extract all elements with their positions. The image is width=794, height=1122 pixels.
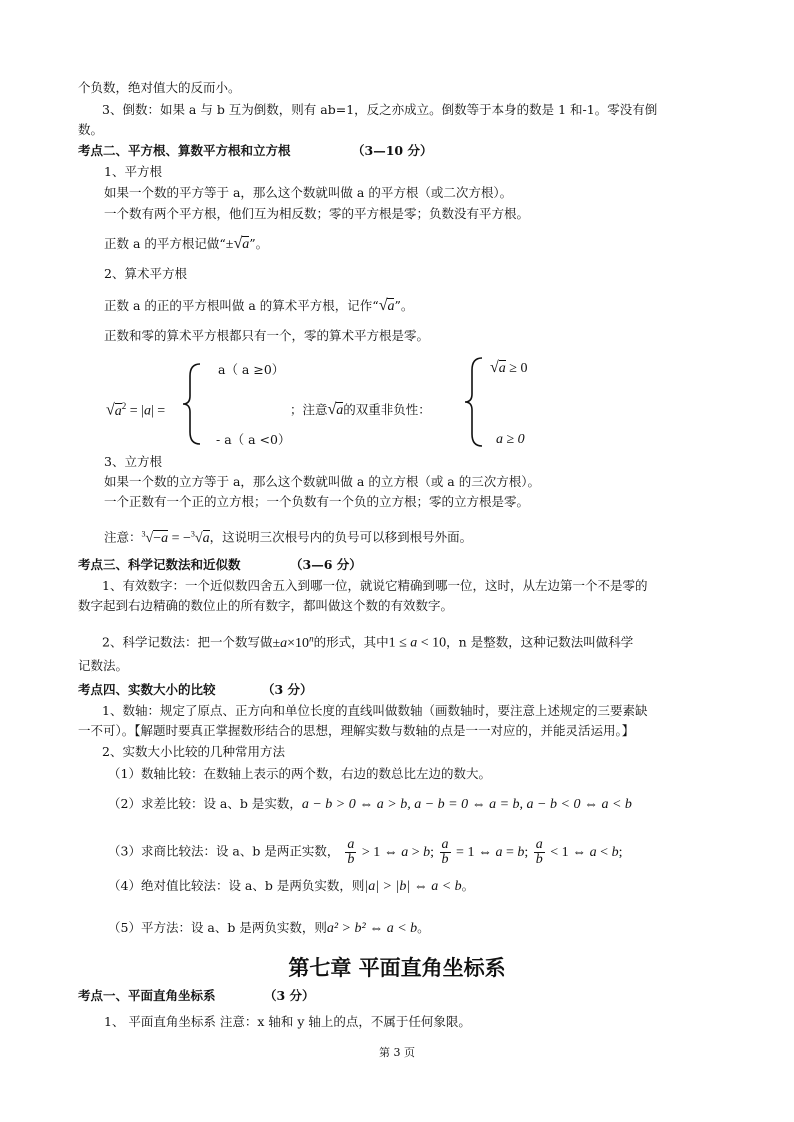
text-span: ≥ 0: [509, 361, 528, 376]
formula-square: a² > b² ⇔ a < b: [326, 921, 418, 936]
fraction: $\frac{a}{b}$: [441, 837, 449, 867]
formula-sqrt-a: √a: [327, 401, 344, 418]
text-span: 正数 a 的正的平方根叫做 a 的算术平方根，记作“: [104, 298, 379, 313]
formula-range: 1 ≤ a < 10: [388, 635, 447, 651]
text-span: 的形式，其中: [313, 634, 389, 650]
text-line: 一个正数有一个正的立方根；一个负数有一个负的立方根；零的立方根是零。: [104, 494, 530, 509]
section-heading: 考点三、科学记数法和近似数: [78, 557, 241, 572]
formula-absolute: |a| > |b| ⇔ a < b: [364, 879, 462, 894]
formula-plusminus-sqrt-a: ±√a: [225, 235, 250, 252]
page-number: 第 3 页: [379, 1046, 415, 1059]
text-line: [290, 402, 431, 419]
subheading: 3、立方根: [104, 454, 162, 469]
method-1: （1）数轴比较：在数轴上表示的两个数，右边的数总比左边的数大。: [108, 766, 491, 781]
text-line: [104, 236, 268, 253]
case-positive: a（ a ≥0）: [218, 362, 285, 377]
text-line: 2、实数大小比较的几种常用方法: [102, 744, 285, 759]
formula-sqrt-a-squared: $√a^2 = |a|$ =: [106, 401, 166, 419]
formula-sqrt-a: √a: [378, 297, 395, 314]
text-span: 的双重非负性：: [343, 402, 431, 417]
text-span: ，这说明三次根号内的负号可以移到根号外面。: [209, 529, 473, 545]
text-line: 一个数有两个平方根，他们互为相反数；零的平方根是零；负数没有平方根。: [104, 206, 530, 221]
text-line: 如果一个数的平方等于 a，那么这个数就叫做 a 的平方根（或二次方根）。: [104, 185, 513, 200]
formula-cube-root: $^3$√−a = −$^3$√a: [141, 529, 210, 546]
section-score: （3 分）: [262, 682, 313, 697]
text-span: （2）求差比较：设 a、b 是实数，: [108, 796, 302, 811]
formula-difference: a − b > 0 ⇔ a > b, a − b = 0 ⇔ a = b, a − b < 0 ⇔ a < b: [301, 797, 632, 812]
section-score: （3—6 分）: [290, 557, 362, 572]
fraction: $\frac{a}{b}$: [535, 837, 543, 867]
case-negative: - a（ a <0）: [216, 432, 291, 447]
section-heading: 考点四、实数大小的比较: [78, 682, 216, 697]
method-2: [108, 796, 632, 813]
text-line: 1、数轴：规定了原点、正方向和单位长度的直线叫做数轴（画数轴时，要注意上述规定的三要素缺: [102, 703, 648, 718]
right-brace: [462, 356, 486, 448]
chapter-title: 第七章 平面直角坐标系: [288, 956, 506, 980]
text-line: 如果一个数的立方等于 a，那么这个数就叫做 a 的立方根（或 a 的三次方根）。: [104, 474, 540, 489]
condition-a-nonneg: a ≥ 0: [496, 432, 525, 447]
section-heading: 考点一、平面直角坐标系: [78, 988, 216, 1003]
text-span: （4）绝对值比较法：设 a、b 是两负实数，则: [108, 878, 365, 893]
subheading: 1、平方根: [104, 164, 162, 179]
text-line: [104, 526, 472, 547]
text-line: 1、有效数字：一个近似数四舍五入到哪一位，就说它精确到哪一位，这时，从左边第一个不是零的: [102, 578, 648, 593]
text-line: 1、 平面直角坐标系 注意：x 轴和 y 轴上的点，不属于任何象限。: [104, 1014, 471, 1029]
fraction: $\frac{a}{b}$: [347, 837, 355, 867]
text-span: （3）求商比较法：设 a、b 是两正实数，: [108, 843, 340, 859]
text-line: 正数和零的算术平方根都只有一个，零的算术平方根是零。: [104, 328, 430, 343]
text-span: ，n 是整数，这种记数法叫做科学: [446, 634, 634, 650]
text-span: （5）平方法：设 a、b 是两负实数，则: [108, 920, 327, 935]
text-span: 注意：: [104, 529, 142, 545]
section-heading: 考点二、平方根、算数平方根和立方根: [78, 143, 291, 158]
method-4: （4）绝对值比较法：设 a、b 是两负实数，则|a| > |b| ⇔ a < b。: [108, 878, 475, 894]
section-score: （3 分）: [264, 988, 315, 1003]
formula-scientific: $\pm a\times 10^n$: [272, 633, 314, 651]
text-span: ”。: [249, 236, 269, 251]
subheading: 2、算术平方根: [104, 266, 187, 281]
method-3: [108, 838, 622, 867]
text-line: 记数法。: [78, 658, 129, 673]
text-line: [104, 298, 413, 315]
text-line: [102, 630, 633, 652]
text-line: 3、倒数：如果 a 与 b 互为倒数，则有 ab=1，反之亦成立。倒数等于本身的数是 1 和-1。零没有倒: [102, 102, 658, 117]
text-line: 一不可）。【解题时要真正掌握数形结合的思想，理解实数与数轴的点是一一对应的，并能灵活运用。】: [78, 723, 635, 738]
formula-quotient: $\frac{a}{b}$ > 1 ⇔ a > b; $\frac{a}{b}$ = 1 ⇔ a = b; $\frac{a}{b}$ < 1 ⇔ a < b;: [347, 837, 623, 867]
condition-sqrt-nonneg: √a ≥ 0: [490, 359, 528, 376]
text-line: 数字起到右边精确的数位止的所有数字，都叫做这个数的有效数字。: [78, 598, 454, 613]
method-5: （5）平方法：设 a、b 是两负实数，则a² > b² ⇔ a < b。: [108, 920, 430, 936]
left-brace: [180, 362, 204, 446]
text-span: 正数 a 的平方根记做“: [104, 236, 226, 251]
text-span: ”。: [394, 298, 414, 313]
text-span: ；注意: [290, 402, 328, 417]
text-line: 数。: [78, 122, 104, 137]
text-span: 2、科学记数法：把一个数写做: [102, 634, 273, 650]
text-line: 个负数，绝对值大的反而小。: [78, 80, 241, 95]
section-score: （3—10 分）: [352, 143, 433, 158]
